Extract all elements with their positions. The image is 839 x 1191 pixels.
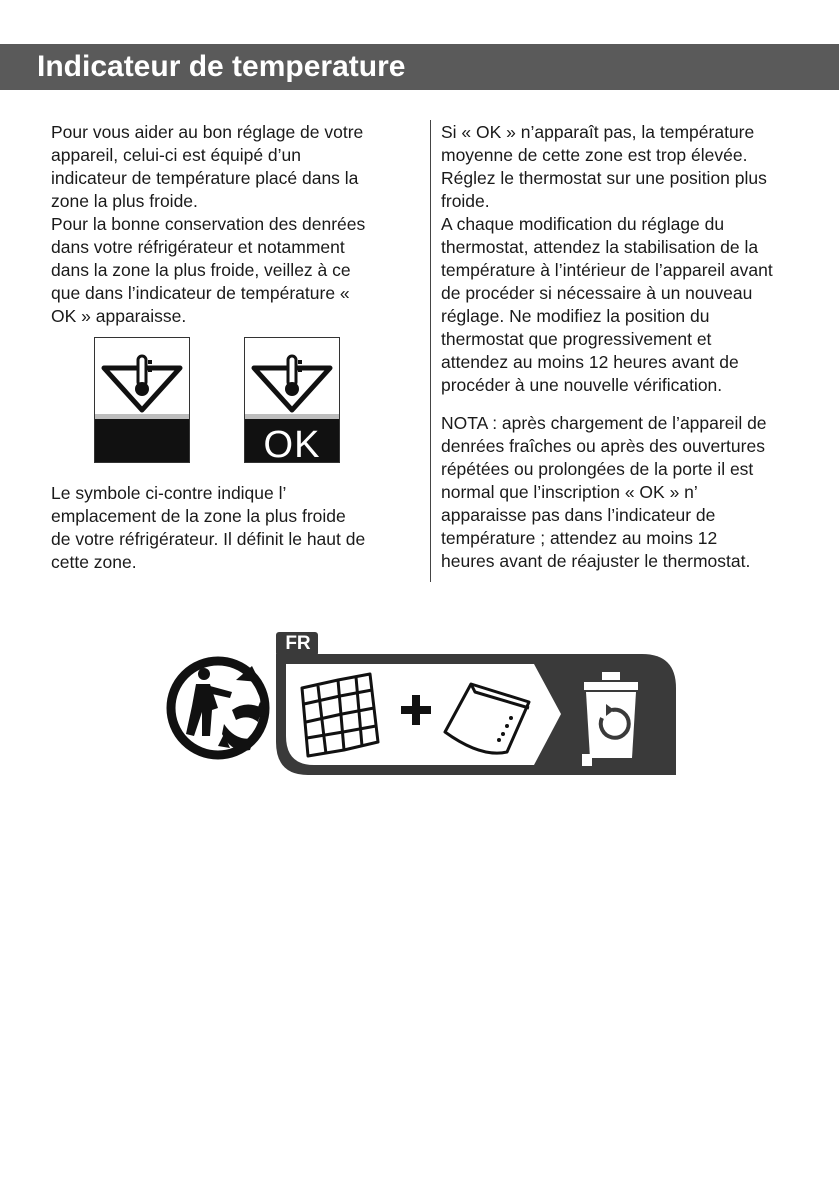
text-line: NOTA : après chargement de l’appareil de — [441, 413, 767, 433]
recycling-info-logo — [166, 630, 678, 778]
text-line: OK » apparaisse. — [51, 306, 187, 326]
temperature-indicator-dark — [94, 337, 190, 463]
nota-paragraph — [441, 412, 767, 573]
ok-label: OK — [263, 424, 321, 466]
text-line: moyenne de cette zone est trop élevée. — [441, 145, 748, 165]
text-line: thermostat, attendez la stabilisation de la — [441, 237, 759, 257]
column-divider — [430, 120, 431, 582]
intro-paragraph — [51, 121, 365, 328]
text-line: dans votre réfrigérateur et notamment — [51, 237, 345, 257]
text-line: température ; attendez au moins 12 — [441, 528, 718, 548]
text-line: Pour la bonne conservation des denrées — [51, 214, 366, 234]
text-line: denrées fraîches ou après des ouvertures — [441, 436, 765, 456]
text-line: cette zone. — [51, 552, 137, 572]
text-line: que dans l’indicateur de température « — [51, 283, 350, 303]
triman-icon — [171, 661, 268, 755]
text-line: apparaisse pas dans l’indicateur de — [441, 505, 716, 525]
text-line: indicateur de température placé dans la — [51, 168, 359, 188]
symbol-paragraph — [51, 482, 365, 574]
text-line: Pour vous aider au bon réglage de votre — [51, 122, 364, 142]
text-line: appareil, celui-ci est équipé d’un — [51, 145, 302, 165]
text-line: répétées ou prolongées de la porte il est — [441, 459, 754, 479]
text-line: normal que l’inscription « OK » n’ — [441, 482, 698, 502]
paper-packaging-icon — [302, 674, 378, 756]
text-line: froide. — [441, 191, 490, 211]
text-line: température à l’intérieur de l’appareil avant — [441, 260, 773, 280]
text-line: dans la zone la plus froide, veillez à ce — [51, 260, 351, 280]
text-line: emplacement de la zone la plus froide — [51, 506, 346, 526]
page-title: Indicateur de temperature — [0, 44, 839, 90]
text-line: zone la plus froide. — [51, 191, 198, 211]
text-line: de procéder si nécessaire à un nouveau — [441, 283, 753, 303]
text-line: Le symbole ci-contre indique l’ — [51, 483, 287, 503]
text-line: heures avant de réajuster le thermostat. — [441, 551, 751, 571]
text-line: réglage. Ne modifiez la position du — [441, 306, 710, 326]
temperature-indicator-ok — [244, 337, 340, 466]
text-line: thermostat que progressivement et — [441, 329, 712, 349]
text-line: de votre réfrigérateur. Il définit le haut de — [51, 529, 366, 549]
text-line: Réglez le thermostat sur une position plus — [441, 168, 767, 188]
text-line: attendez au moins 12 heures avant de — [441, 352, 739, 372]
text-line: procéder à une nouvelle vérification. — [441, 375, 723, 395]
text-line: Si « OK » n’apparaît pas, la température — [441, 122, 755, 142]
text-line: A chaque modification du réglage du — [441, 214, 725, 234]
check-paragraph — [441, 121, 773, 397]
country-code-label: FR — [285, 633, 311, 654]
recycling-bin-icon — [582, 672, 638, 766]
